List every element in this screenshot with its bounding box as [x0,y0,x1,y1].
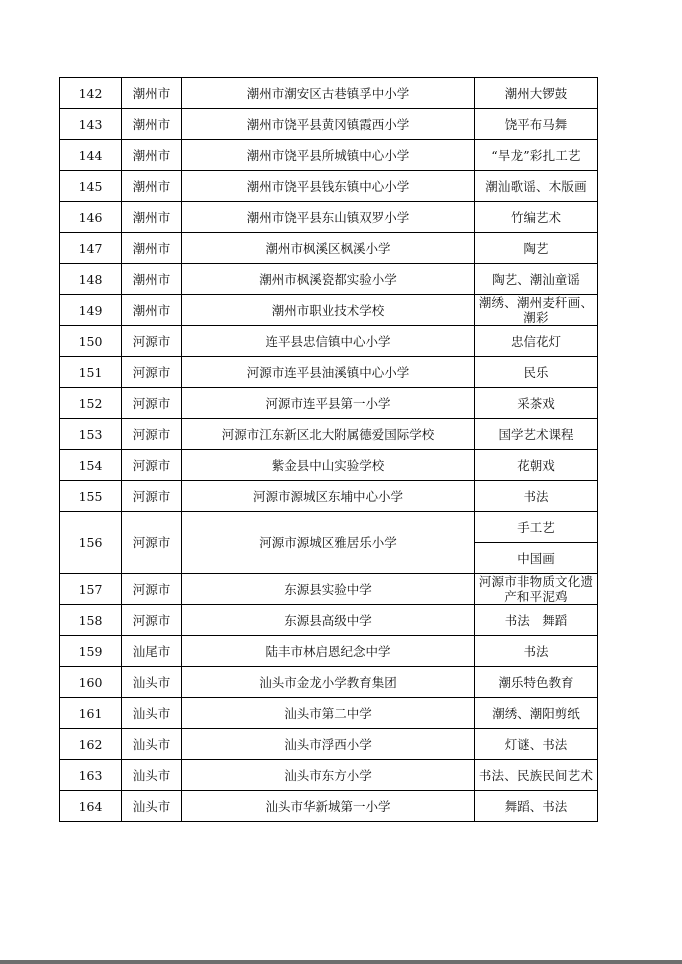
school-name-cell: 河源市江东新区北大附属德爱国际学校 [182,419,475,450]
table-row [60,264,598,295]
row-number-cell: 164 [60,791,122,822]
city-cell: 河源市 [122,388,182,419]
table-row [60,512,598,543]
table-row [60,233,598,264]
row-number-cell: 143 [60,109,122,140]
school-name-cell: 东源县实验中学 [182,574,475,605]
school-name-cell: 汕头市东方小学 [182,760,475,791]
project-cell: 舞蹈、书法 [475,791,598,822]
row-number-cell: 160 [60,667,122,698]
row-number-cell: 161 [60,698,122,729]
table-row [60,326,598,357]
city-cell: 潮州市 [122,295,182,326]
project-cell: 手工艺 [475,512,598,543]
school-name-cell: 汕头市金龙小学教育集团 [182,667,475,698]
project-cell: 灯谜、书法 [475,729,598,760]
project-cell: 竹编艺术 [475,202,598,233]
city-cell: 潮州市 [122,78,182,109]
row-number-cell: 149 [60,295,122,326]
project-cell: 潮绣、潮州麦秆画、潮彩 [475,295,598,326]
table-row [60,357,598,388]
school-name-cell: 潮州市饶平县所城镇中心小学 [182,140,475,171]
city-cell: 潮州市 [122,202,182,233]
school-name-cell: 连平县忠信镇中心小学 [182,326,475,357]
project-cell: 忠信花灯 [475,326,598,357]
table-row [60,667,598,698]
project-cell: 河源市非物质文化遗产和平泥鸡 [475,574,598,605]
table-row [60,729,598,760]
table-body [60,78,598,822]
table-row [60,450,598,481]
school-name-cell: 潮州市枫溪区枫溪小学 [182,233,475,264]
row-number-cell: 158 [60,605,122,636]
table-row [60,202,598,233]
project-cell: 采茶戏 [475,388,598,419]
city-cell: 潮州市 [122,233,182,264]
school-name-cell: 东源县高级中学 [182,605,475,636]
city-cell: 河源市 [122,357,182,388]
table-row [60,140,598,171]
city-cell: 汕头市 [122,729,182,760]
table-row [60,295,598,326]
school-name-cell: 汕头市浮西小学 [182,729,475,760]
project-cell: 潮绣、潮阳剪纸 [475,698,598,729]
city-cell: 河源市 [122,419,182,450]
table-row [60,605,598,636]
table-row [60,171,598,202]
row-number-cell: 148 [60,264,122,295]
school-name-cell: 河源市连平县油溪镇中心小学 [182,357,475,388]
project-cell: 饶平布马舞 [475,109,598,140]
row-number-cell: 154 [60,450,122,481]
table-row [60,636,598,667]
city-cell: 汕头市 [122,760,182,791]
row-number-cell: 142 [60,78,122,109]
row-number-cell: 146 [60,202,122,233]
row-number-cell: 157 [60,574,122,605]
project-cell: 书法 [475,636,598,667]
school-name-cell: 潮州市饶平县黄冈镇霞西小学 [182,109,475,140]
project-cell: 潮州大锣鼓 [475,78,598,109]
school-name-cell: 汕头市第二中学 [182,698,475,729]
project-cell: 潮乐特色教育 [475,667,598,698]
row-number-cell: 163 [60,760,122,791]
project-cell: 书法、民族民间艺术 [475,760,598,791]
school-name-cell: 紫金县中山实验学校 [182,450,475,481]
school-name-cell: 潮州市饶平县东山镇双罗小学 [182,202,475,233]
row-number-cell: 155 [60,481,122,512]
project-cell: 民乐 [475,357,598,388]
row-number-cell: 153 [60,419,122,450]
city-cell: 潮州市 [122,171,182,202]
project-cell: 书法 舞蹈 [475,605,598,636]
row-number-cell: 145 [60,171,122,202]
city-cell: 河源市 [122,574,182,605]
school-name-cell: 汕头市华新城第一小学 [182,791,475,822]
project-cell: “旱龙”彩扎工艺 [475,140,598,171]
school-name-cell: 潮州市饶平县钱东镇中心小学 [182,171,475,202]
school-list-table [59,77,598,822]
project-cell: 花朝戏 [475,450,598,481]
table-row [60,698,598,729]
city-cell: 河源市 [122,512,182,574]
table-row [60,78,598,109]
city-cell: 汕头市 [122,791,182,822]
school-name-cell: 潮州市职业技术学校 [182,295,475,326]
city-cell: 汕尾市 [122,636,182,667]
table-row [60,760,598,791]
city-cell: 潮州市 [122,264,182,295]
page-bottom-edge [0,960,682,964]
project-cell: 陶艺 [475,233,598,264]
project-cell: 潮汕歌谣、木版画 [475,171,598,202]
row-number-cell: 150 [60,326,122,357]
table-row [60,481,598,512]
project-cell: 陶艺、潮汕童谣 [475,264,598,295]
city-cell: 河源市 [122,450,182,481]
school-name-cell: 河源市源城区雅居乐小学 [182,512,475,574]
row-number-cell: 156 [60,512,122,574]
row-number-cell: 147 [60,233,122,264]
school-name-cell: 潮州市枫溪瓷都实验小学 [182,264,475,295]
row-number-cell: 162 [60,729,122,760]
city-cell: 汕头市 [122,667,182,698]
city-cell: 河源市 [122,326,182,357]
city-cell: 潮州市 [122,109,182,140]
table-row [60,574,598,605]
table-row [60,791,598,822]
table-row [60,109,598,140]
row-number-cell: 144 [60,140,122,171]
row-number-cell: 152 [60,388,122,419]
city-cell: 河源市 [122,605,182,636]
row-number-cell: 159 [60,636,122,667]
school-name-cell: 河源市源城区东埔中心小学 [182,481,475,512]
table-row [60,419,598,450]
city-cell: 河源市 [122,481,182,512]
table-row [60,388,598,419]
project-cell: 中国画 [475,543,598,574]
city-cell: 潮州市 [122,140,182,171]
school-name-cell: 潮州市潮安区古巷镇孚中小学 [182,78,475,109]
row-number-cell: 151 [60,357,122,388]
project-cell: 国学艺术课程 [475,419,598,450]
project-cell: 书法 [475,481,598,512]
school-name-cell: 陆丰市林启恩纪念中学 [182,636,475,667]
city-cell: 汕头市 [122,698,182,729]
school-name-cell: 河源市连平县第一小学 [182,388,475,419]
